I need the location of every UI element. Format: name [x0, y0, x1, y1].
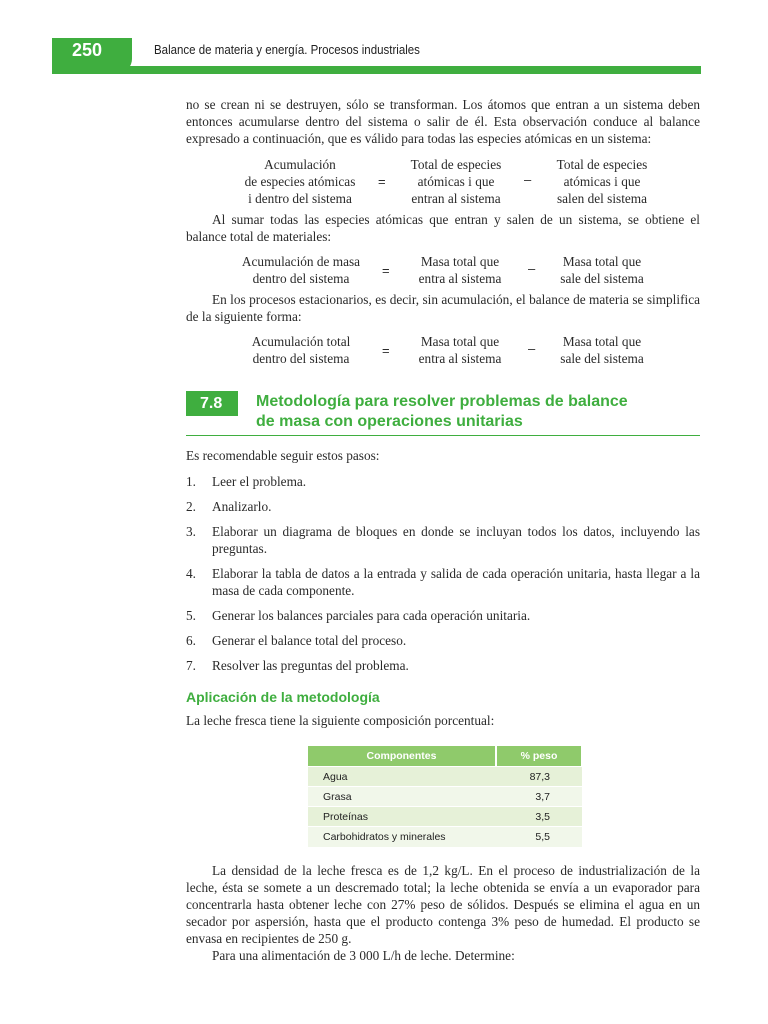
list-item: [186, 632, 700, 649]
section-number: 7.8: [186, 391, 238, 416]
eq3-middle: [400, 333, 520, 367]
intro-paragraph-block: [186, 96, 700, 147]
page-number-tab: [52, 38, 132, 73]
column-header-components: Componentes: [308, 746, 496, 767]
step-text: Generar los balances parciales para cada operación unitaria.: [212, 608, 531, 623]
eq3-left-line2: dentro del sistema: [252, 351, 350, 366]
table-cell: 3,5: [496, 807, 582, 827]
eq2-left: [228, 253, 374, 287]
eq1-middle-line3: entran al sistema: [411, 191, 501, 206]
eq3-left-line1: Acumulación total: [251, 334, 351, 349]
table-cell: 87,3: [496, 767, 582, 787]
composition-intro: La leche fresca tiene la siguiente composición porcentual:: [186, 713, 495, 728]
step-text: Resolver las preguntas del problema.: [212, 658, 409, 673]
eq3-middle-line1: Masa total que: [420, 334, 500, 349]
eq2-right: [542, 253, 662, 287]
table-cell: 3,7: [496, 787, 582, 807]
step-number: 6.: [186, 633, 196, 648]
subheading: Aplicación de la metodología: [186, 689, 380, 705]
para3: En los procesos estacionarios, es decir, sin acumulación, el balance de materia se simplifica de la siguiente forma:: [186, 292, 700, 324]
steps-intro: Es recomendable seguir estos pasos:: [186, 448, 380, 463]
eq3-right: [542, 333, 662, 367]
step-text: Elaborar la tabla de datos a la entrada y salida de cada operación unitaria, hasta llegar a la masa de cada componente.: [212, 566, 700, 598]
eq1-middle-line2: atómicas i que: [417, 174, 495, 189]
eq2-middle: [400, 253, 520, 287]
eq1-right-line2: atómicas i que: [563, 174, 641, 189]
table-cell: Agua: [308, 767, 496, 787]
table-cell: Grasa: [308, 787, 496, 807]
step-text: Analizarlo.: [212, 499, 272, 514]
list-item: [186, 498, 700, 515]
intro-paragraph: no se crean ni se destruyen, sólo se transforman. Los átomos que entran a un sistema deben entonces acumularse dentro del sistema o salir de él. Esta observación conduce al balance expresado a continuación, que es válido para todas las especies atómicas en un sistema:: [186, 97, 700, 146]
column-header-weight: % peso: [496, 746, 582, 767]
eq2-equals: =: [382, 263, 390, 278]
step-number: 4.: [186, 566, 196, 581]
list-item: [186, 565, 700, 599]
header-rule: [52, 66, 701, 74]
eq1-minus: –: [524, 172, 532, 187]
section-title-line1: Metodología para resolver problemas de balance: [256, 393, 628, 410]
step-number: 3.: [186, 524, 196, 539]
para2: Al sumar todas las especies atómicas que entran y salen de un sistema, se obtiene el balance total de materiales:: [186, 212, 700, 244]
para4: La densidad de la leche fresca es de 1,2 kg/L. En el proceso de industrialización de la leche, ésta se somete a un descremado total; la leche obtenida se envía a un evaporador para concentrarla hasta obtener leche con 27% peso de sólidos. Después se elimina el agua en un secador por aspersión, hasta que el producto contenga 3% peso de humedad. El producto se envasa en recipientes de 250 g.: [186, 863, 700, 946]
table-cell: 5,5: [496, 827, 582, 847]
table-cell: Carbohidratos y minerales: [308, 827, 496, 847]
running-title: Balance de materia y energía. Procesos industriales: [154, 43, 420, 57]
eq1-left: [226, 156, 374, 207]
eq1-left-line2: de especies atómicas: [244, 174, 356, 189]
table-cell: Proteínas: [308, 807, 496, 827]
list-item: [186, 523, 700, 557]
eq1-right-line1: Total de especies: [556, 157, 648, 172]
eq1-left-line3: i dentro del sistema: [248, 191, 352, 206]
eq3-right-line1: Masa total que: [562, 334, 642, 349]
closing-block: [186, 862, 700, 964]
eq3-middle-line2: entra al sistema: [418, 351, 502, 366]
eq1-middle-line1: Total de especies: [410, 157, 502, 172]
para5: Para una alimentación de 3 000 L/h de leche. Determine:: [212, 948, 515, 963]
eq3-equals: =: [382, 343, 390, 358]
section-title-line2: de masa con operaciones unitarias: [256, 413, 523, 430]
eq2-right-line1: Masa total que: [562, 254, 642, 269]
step-number: 7.: [186, 658, 196, 673]
eq2-middle-line2: entra al sistema: [418, 271, 502, 286]
step-text: Leer el problema.: [212, 474, 307, 489]
table-row: [308, 807, 582, 827]
list-item: [186, 657, 700, 674]
eq1-right-line3: salen del sistema: [556, 191, 648, 206]
step-text: Elaborar un diagrama de bloques en donde se incluyan todos los datos, incluyendo las preguntas.: [212, 524, 700, 556]
composition-table: [308, 746, 583, 847]
table-row: [308, 787, 582, 807]
step-number: 2.: [186, 499, 196, 514]
table-row: [308, 767, 582, 787]
eq2-middle-line1: Masa total que: [420, 254, 500, 269]
list-item: [186, 607, 700, 624]
steps-list: [186, 447, 700, 682]
eq1-equals: =: [378, 174, 386, 189]
eq2-left-line1: Acumulación de masa: [241, 254, 361, 269]
step-number: 1.: [186, 474, 196, 489]
section-rule: [186, 435, 700, 436]
list-item: [186, 473, 700, 490]
composition-intro-block: [186, 712, 700, 729]
eq1-right: [542, 156, 662, 207]
eq1-left-line1: Acumulación: [264, 157, 336, 172]
page-number: 250: [72, 40, 103, 60]
step-number: 5.: [186, 608, 196, 623]
eq3-minus: –: [528, 341, 536, 356]
eq2-minus: –: [528, 261, 536, 276]
eq3-right-line2: sale del sistema: [560, 351, 644, 366]
eq1-middle: [396, 156, 516, 207]
para2-block: [186, 211, 700, 245]
step-text: Generar el balance total del proceso.: [212, 633, 407, 648]
eq3-left: [228, 333, 374, 367]
para3-block: [186, 291, 700, 325]
eq2-right-line2: sale del sistema: [560, 271, 644, 286]
eq2-left-line2: dentro del sistema: [252, 271, 350, 286]
table-row: [308, 827, 582, 847]
section-title: [256, 392, 628, 432]
